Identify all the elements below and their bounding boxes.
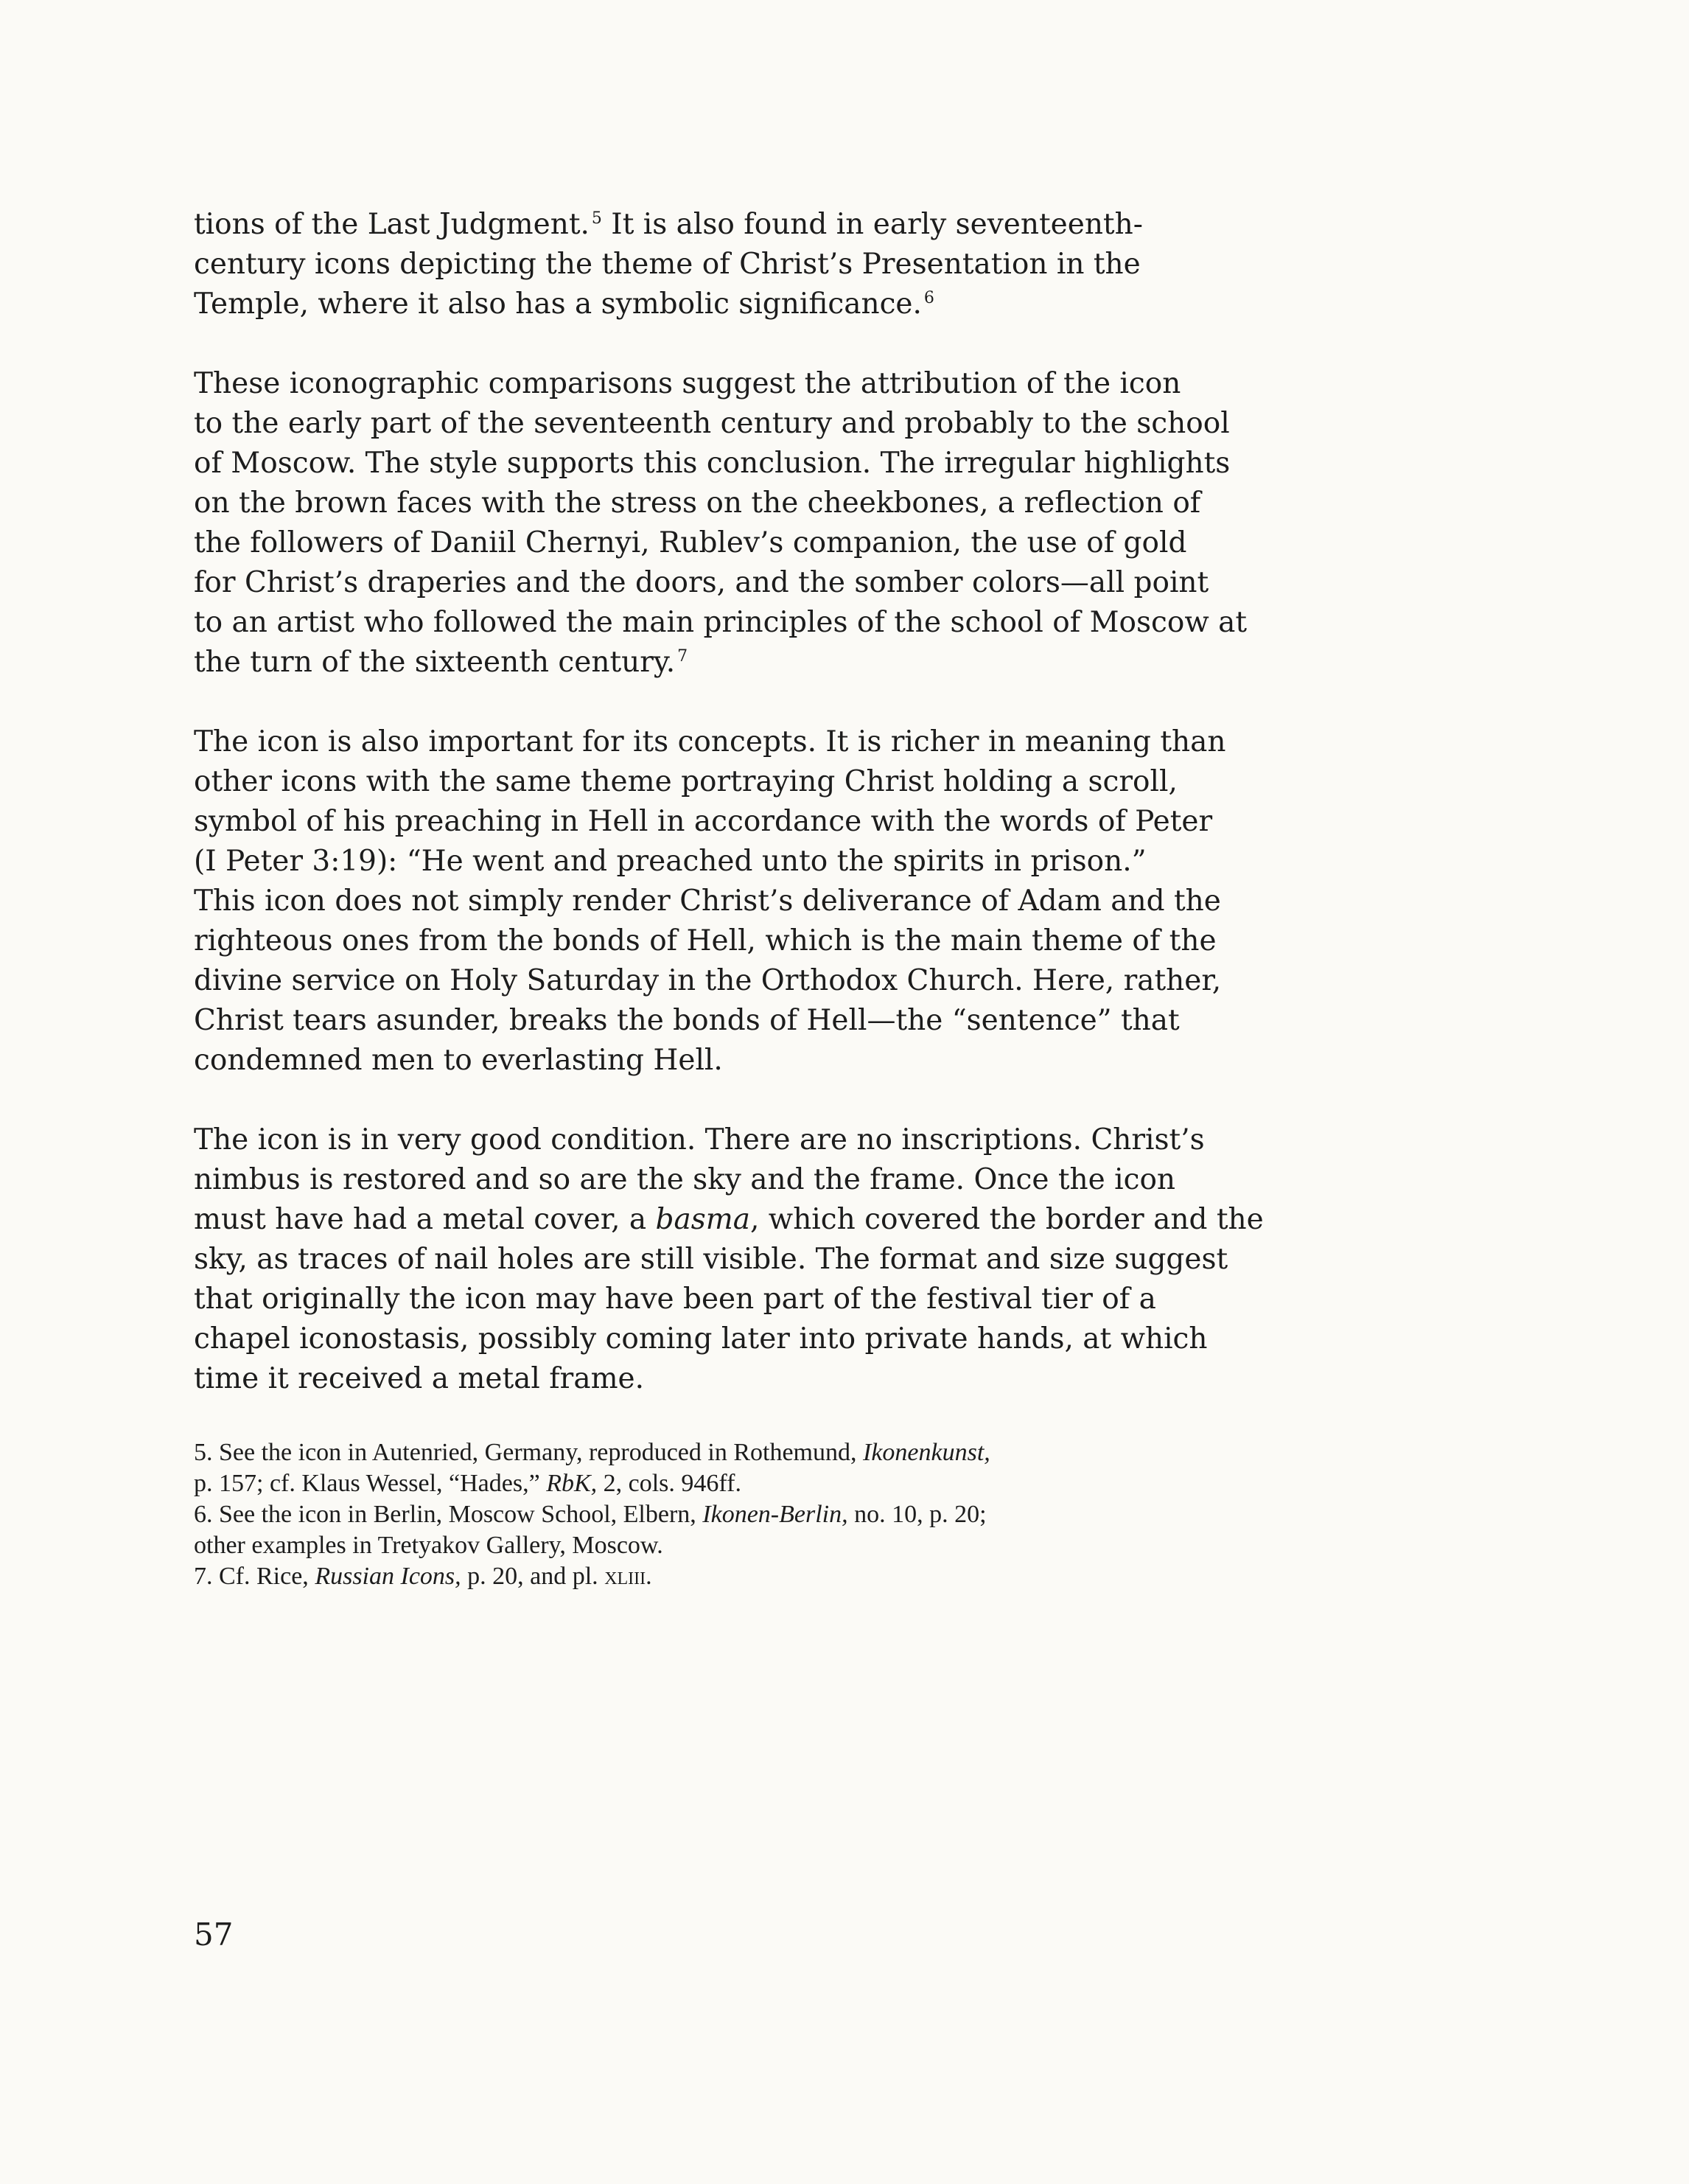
footnote-6-line-1 (194, 1499, 1270, 1530)
text-run: 5. See the icon in Autenried, Germany, reproduced in Rothemund, (194, 1439, 864, 1466)
italic-title: Russian Icons, (315, 1563, 461, 1590)
small-caps-numeral: xliii (604, 1563, 646, 1590)
footnote-5-line-2 (194, 1468, 1270, 1499)
text-line: The icon is also important for its concepts. It is richer in meaning than (194, 725, 1226, 758)
text-run: p. 20, and pl. (461, 1563, 605, 1590)
footnote-6-line-2: other examples in Tretyakov Gallery, Moscow. (194, 1532, 663, 1559)
text-run: tions of the Last Judgment. (194, 208, 590, 241)
text-line (194, 285, 1270, 324)
text-line: that originally the icon may have been part of the festival tier of a (194, 1283, 1156, 1316)
text-run: , which covered the border and the (750, 1203, 1264, 1236)
text-line: to an artist who followed the main principles of the school of Moscow at (194, 606, 1248, 639)
text-run: 2, cols. 946ff. (597, 1470, 741, 1497)
text-run: the turn of the sixteenth century. (194, 646, 676, 679)
text-line (194, 1200, 1270, 1240)
footnotes (194, 1437, 1270, 1592)
text-run: . (646, 1563, 652, 1590)
text-run: Temple, where it also has a symbolic significance. (194, 287, 922, 321)
text-line: symbol of his preaching in Hell in accordance with the words of Peter (194, 805, 1213, 838)
text-line: righteous ones from the bonds of Hell, which is the main theme of the (194, 924, 1217, 957)
text-line: of Moscow. The style supports this conclusion. The irregular highlights (194, 447, 1231, 480)
text-line (194, 205, 1270, 245)
text-line: nimbus is restored and so are the sky and the frame. Once the icon (194, 1163, 1176, 1196)
italic-title: Ikonenkunst, (863, 1439, 990, 1466)
page-number: 57 (194, 1916, 234, 1953)
body-text (194, 205, 1270, 1439)
text-line: for Christ’s draperies and the doors, and the somber colors—all point (194, 566, 1209, 599)
text-line: condemned men to everlasting Hell. (194, 1044, 723, 1077)
italic-term: basma (655, 1203, 751, 1236)
text-run: 6. See the icon in Berlin, Moscow School, Elbern, (194, 1501, 703, 1528)
footnote-ref-5[interactable]: 5 (591, 209, 602, 228)
text-line: (I Peter 3:19): “He went and preached unto the spirits in prison.” (194, 845, 1147, 878)
footnote-ref-6[interactable]: 6 (923, 289, 934, 307)
text-run: It is also found in early seventeenth- (601, 208, 1143, 241)
text-line: other icons with the same theme portraying Christ holding a scroll, (194, 765, 1178, 798)
text-line: to the early part of the seventeenth century and probably to the school (194, 407, 1230, 440)
text-line: This icon does not simply render Christ’s deliverance of Adam and the (194, 885, 1221, 918)
text-run: p. 157; cf. Klaus Wessel, “Hades,” (194, 1470, 547, 1497)
text-line: These iconographic comparisons suggest the attribution of the icon (194, 367, 1181, 400)
paragraph-1 (194, 205, 1270, 324)
footnote-5-line-1 (194, 1437, 1270, 1468)
italic-title: RbK, (546, 1470, 598, 1497)
text-line: sky, as traces of nail holes are still visible. The format and size suggest (194, 1243, 1228, 1276)
footnote-7-line-1 (194, 1561, 1270, 1592)
italic-title: Ikonen-Berlin, (702, 1501, 848, 1528)
paragraph-2 (194, 364, 1270, 683)
text-run: 7. Cf. Rice, (194, 1563, 315, 1590)
text-run: must have had a metal cover, a (194, 1203, 656, 1236)
text-line (194, 643, 1270, 683)
text-line: divine service on Holy Saturday in the Orthodox Church. Here, rather, (194, 964, 1222, 997)
text-line: The icon is in very good condition. There are no inscriptions. Christ’s (194, 1123, 1205, 1156)
text-line: Christ tears asunder, breaks the bonds of Hell—the “sentence” that (194, 1004, 1180, 1037)
paragraph-3 (194, 722, 1270, 1081)
text-line: chapel iconostasis, possibly coming later into private hands, at which (194, 1322, 1208, 1356)
paragraph-4 (194, 1120, 1270, 1399)
text-run: no. 10, p. 20; (847, 1501, 987, 1528)
text-line: time it received a metal frame. (194, 1362, 645, 1395)
text-line: the followers of Daniil Chernyi, Rublev’s companion, the use of gold (194, 526, 1187, 559)
text-line: on the brown faces with the stress on the cheekbones, a reflection of (194, 486, 1201, 520)
text-line: century icons depicting the theme of Christ’s Presentation in the (194, 248, 1141, 281)
footnote-ref-7[interactable]: 7 (677, 647, 688, 666)
